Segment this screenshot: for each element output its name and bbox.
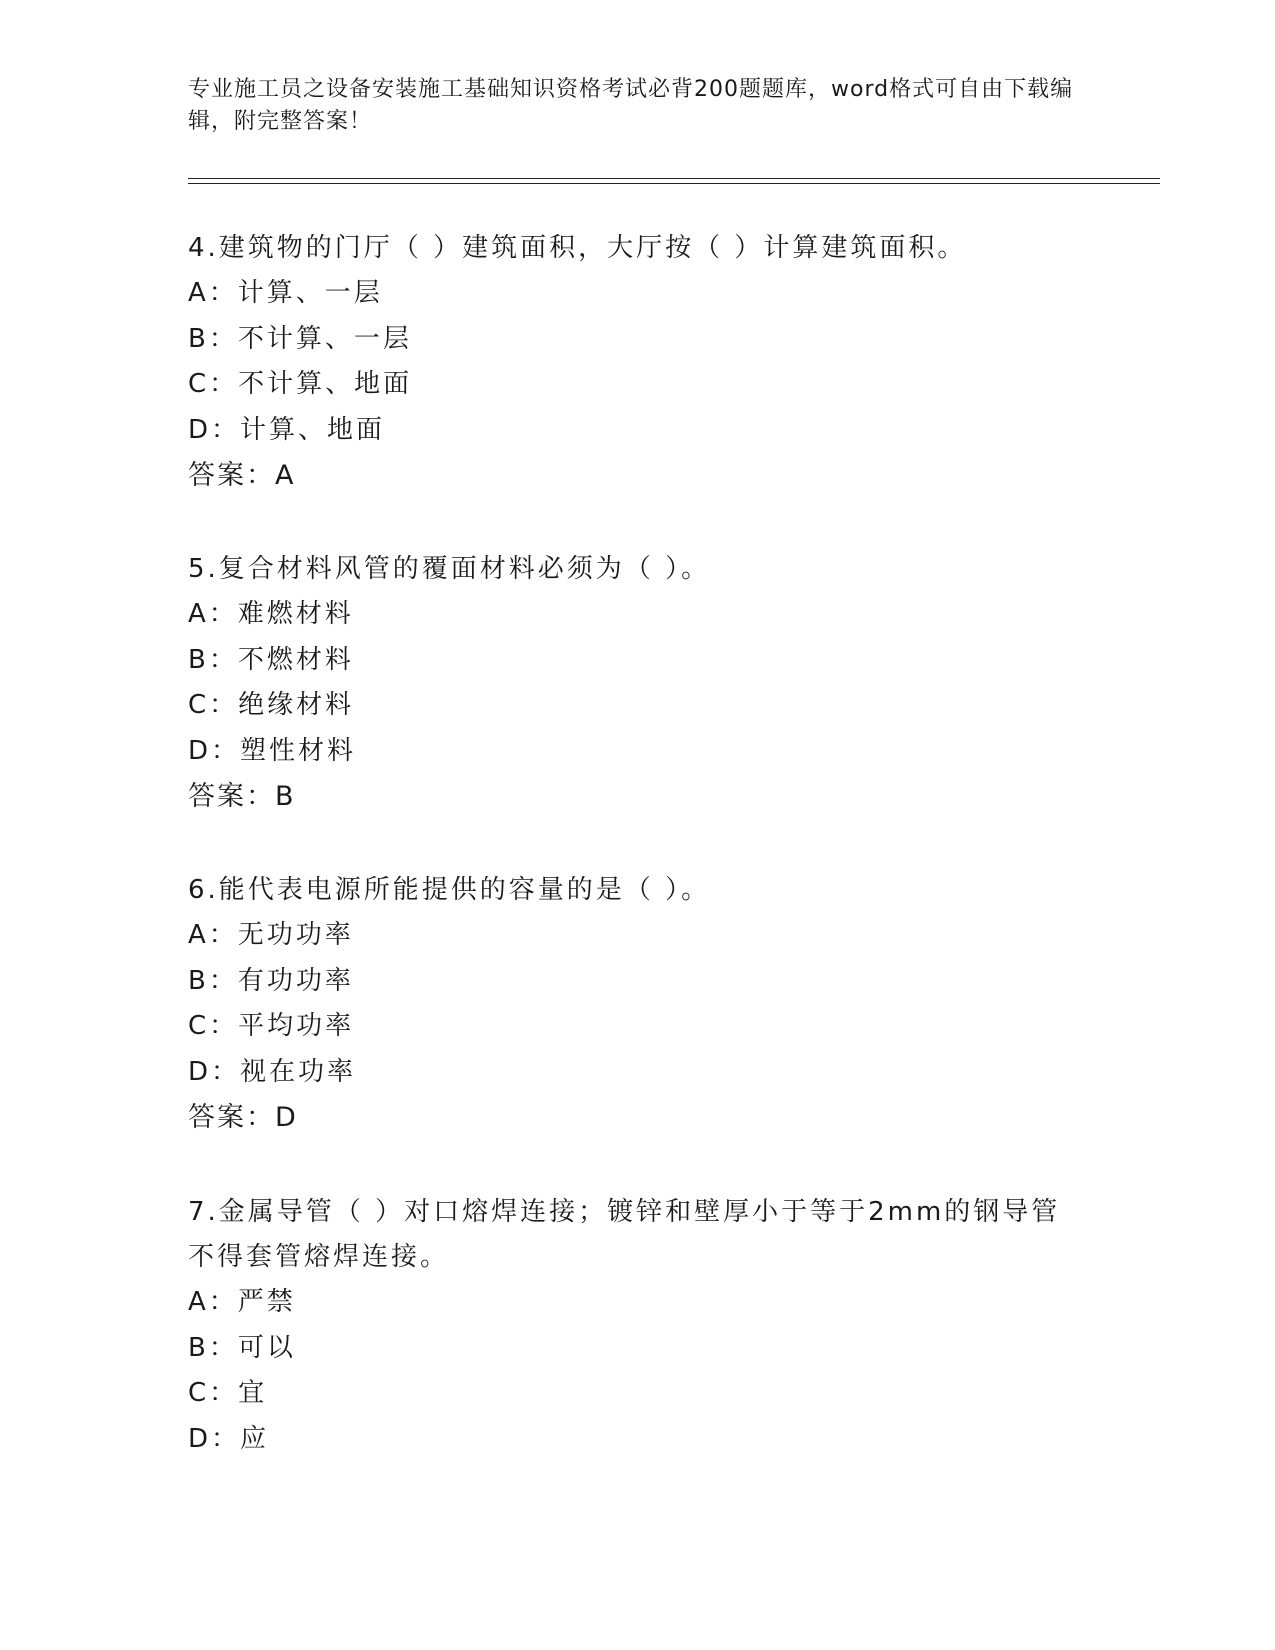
option-c: C：宜	[188, 1378, 268, 1408]
header-divider-top	[188, 178, 1160, 179]
answer-label: 答案：D	[188, 1102, 298, 1133]
option-c: C：绝缘材料	[188, 690, 355, 720]
option-b: B：可以	[188, 1332, 296, 1363]
option-d: D：应	[188, 1423, 270, 1454]
question-7	[188, 1190, 1088, 1462]
option-d: D：视在功率	[188, 1056, 357, 1087]
option-a: A：无功功率	[188, 920, 354, 950]
option-b: B：有功功率	[188, 965, 354, 996]
option-a: A：计算、一层	[188, 278, 383, 308]
question-stem: 7.金属导管（ ）对口熔焊连接；镀锌和壁厚小于等于2mm的钢导管不得套管熔焊连接。	[188, 1197, 1061, 1272]
question-4	[188, 226, 1088, 499]
question-stem: 5.复合材料风管的覆面材料必须为（ ）。	[188, 554, 711, 584]
question-6	[188, 868, 1088, 1141]
option-d: D：塑性材料	[188, 735, 357, 766]
answer-label: 答案：B	[188, 781, 296, 812]
question-5	[188, 547, 1088, 820]
option-c: C：不计算、地面	[188, 369, 413, 399]
option-d: D：计算、地面	[188, 414, 386, 445]
option-c: C：平均功率	[188, 1011, 355, 1041]
option-a: A：难燃材料	[188, 599, 354, 629]
header-divider-bottom	[188, 183, 1160, 184]
option-b: B：不计算、一层	[188, 323, 412, 354]
answer-label: 答案：A	[188, 460, 296, 491]
header-title: 专业施工员之设备安装施工基础知识资格考试必背200题题库，word格式可自由下载编辑，附完整答案！	[188, 77, 1074, 134]
option-a: A：严禁	[188, 1287, 296, 1317]
question-stem: 6.能代表电源所能提供的容量的是（ ）。	[188, 875, 711, 905]
option-b: B：不燃材料	[188, 644, 354, 675]
question-stem: 4.建筑物的门厅（ ）建筑面积，大厅按（ ）计算建筑面积。	[188, 233, 967, 263]
document-header	[188, 74, 1088, 138]
